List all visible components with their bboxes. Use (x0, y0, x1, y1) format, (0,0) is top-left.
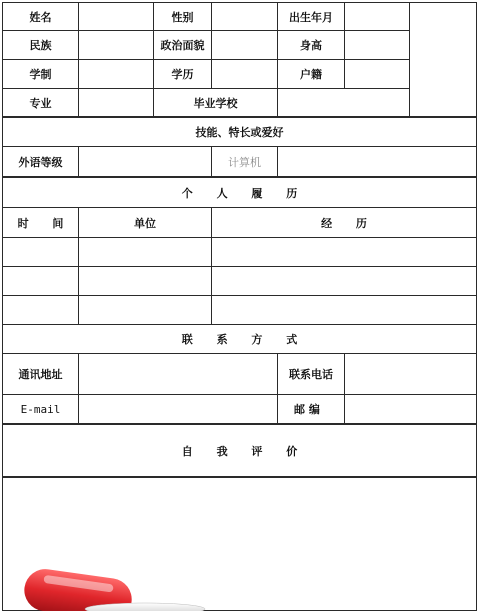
history-time-cell[interactable] (2, 266, 79, 296)
history-experience-cell[interactable] (211, 237, 477, 267)
address-field[interactable] (78, 353, 278, 395)
unit-column-header: 单位 (78, 207, 212, 238)
ethnicity-field[interactable] (78, 30, 154, 60)
email-field[interactable] (78, 394, 278, 424)
computer-label: 计算机 (211, 146, 278, 177)
experience-column-header: 经 历 (211, 207, 477, 238)
gender-field[interactable] (211, 2, 278, 31)
postcode-field[interactable] (344, 394, 477, 424)
postcode-label: 邮 编 (277, 394, 345, 424)
time-column-header: 时 间 (2, 207, 79, 238)
major-field[interactable] (78, 88, 154, 117)
history-unit-cell[interactable] (78, 266, 212, 296)
education-label: 学历 (153, 59, 212, 89)
schooling-label: 学制 (2, 59, 79, 89)
birth-label: 出生年月 (277, 2, 345, 31)
phone-field[interactable] (344, 353, 477, 395)
ethnicity-label: 民族 (2, 30, 79, 60)
photo-box[interactable] (409, 2, 477, 117)
hukou-field[interactable] (344, 59, 410, 89)
gender-label: 性别 (153, 2, 212, 31)
history-time-cell[interactable] (2, 295, 79, 325)
history-time-cell[interactable] (2, 237, 79, 267)
email-label: E-mail (2, 394, 79, 424)
language-label: 外语等级 (2, 146, 79, 177)
history-experience-cell[interactable] (211, 295, 477, 325)
history-heading: 个 人 履 历 (2, 177, 477, 208)
skills-heading: 技能、特长或爱好 (2, 117, 477, 147)
schooling-field[interactable] (78, 59, 154, 89)
height-field[interactable] (344, 30, 410, 60)
phone-label: 联系电话 (277, 353, 345, 395)
history-experience-cell[interactable] (211, 266, 477, 296)
birth-field[interactable] (344, 2, 410, 31)
hukou-label: 户籍 (277, 59, 345, 89)
language-field[interactable] (78, 146, 212, 177)
school-field[interactable] (277, 88, 410, 117)
major-label: 专业 (2, 88, 79, 117)
self-evaluation-field[interactable] (2, 477, 477, 611)
computer-field[interactable] (277, 146, 477, 177)
height-label: 身高 (277, 30, 345, 60)
name-field[interactable] (78, 2, 154, 31)
education-field[interactable] (211, 59, 278, 89)
school-label: 毕业学校 (153, 88, 278, 117)
history-unit-cell[interactable] (78, 295, 212, 325)
contact-heading: 联 系 方 式 (2, 324, 477, 354)
name-label: 姓名 (2, 2, 79, 31)
history-unit-cell[interactable] (78, 237, 212, 267)
address-label: 通讯地址 (2, 353, 79, 395)
political-label: 政治面貌 (153, 30, 212, 60)
self-evaluation-heading: 自 我 评 价 (2, 424, 477, 477)
political-field[interactable] (211, 30, 278, 60)
